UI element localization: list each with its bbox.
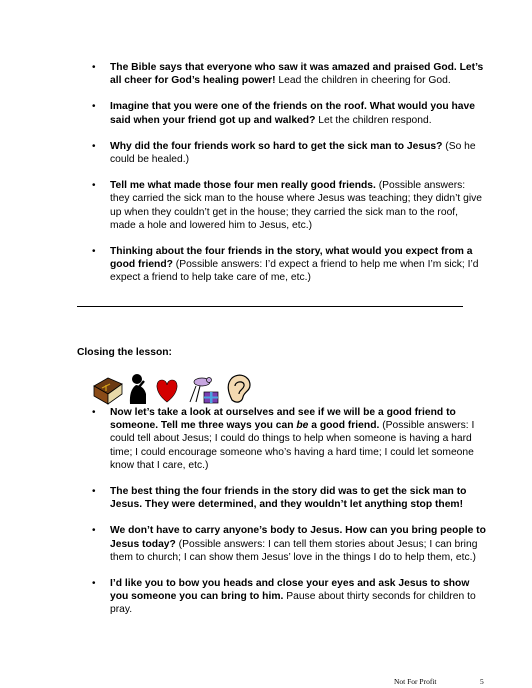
page-number: 5 — [480, 677, 484, 686]
list-item — [82, 100, 486, 126]
bullet: • — [92, 180, 96, 192]
question-text: We don’t have to carry anyone’s body to Jesus. How can you bring people to Jesus today? — [110, 525, 486, 550]
footer-text: Not For Profit — [394, 677, 437, 686]
list-item — [82, 406, 486, 472]
instruction-text: (Possible answers: they carried the sick man to the house where Jesus was teaching; they didn’t give up when they couldn’t get in the house; they carried the sick man to the roof, made a hole and lowered him to Jesus, etc.) — [110, 180, 483, 231]
question-text: The best thing the four friends in the story did was to get the sick man to Jesus. They were determined, and they wouldn’t let anything stop them! — [110, 486, 467, 511]
question-text: I’d like you to bow you heads and close your eyes and ask Jesus to show you someone you can bring to him. — [110, 578, 470, 603]
instruction-text: (Possible answers: I can tell them stories about Jesus; I can bring them to church; I can show them Jesus’ love in the things I do to help them, etc.) — [110, 538, 478, 563]
question-text: a good friend. — [308, 420, 380, 432]
bullet: • — [92, 578, 96, 590]
question-text: Thinking about the four friends in the story, what would you expect from a good friend? — [110, 246, 473, 271]
list-item — [82, 140, 486, 166]
list-item — [82, 577, 486, 617]
question-text: The Bible says that everyone who saw it was amazed and praised God. Let’s all cheer for God’s healing power! — [110, 62, 484, 87]
praying-child-icon — [130, 374, 146, 404]
section-divider — [77, 306, 463, 307]
bullet: • — [92, 407, 96, 418]
instruction-text: (Possible answers: I’d expect a friend to help me when I’m sick; I’d expect a friend to help take care of me, etc.) — [110, 259, 479, 284]
bird-gift-icon — [190, 378, 218, 404]
closing-heading: Closing the lesson: — [77, 347, 172, 358]
question-text: Imagine that you were one of the friends on the roof. What would you have said when your friend got up and walked? — [110, 101, 475, 126]
bible-icon — [94, 378, 122, 404]
question-text: Tell me what made those four men really good friends. — [110, 180, 376, 192]
bullet: • — [92, 140, 96, 152]
list-item — [82, 485, 486, 511]
closing-list — [82, 406, 486, 630]
list-item — [82, 524, 486, 564]
page-footer — [394, 677, 484, 686]
instruction-text: Lead the children in cheering for God. — [275, 75, 451, 87]
instruction-text: Let the children respond. — [315, 114, 432, 126]
ear-icon — [228, 375, 250, 402]
instruction-text: (Possible answers: I could tell about Jesus; I could do things to help when someone is having a hard time; I could encourage someone who’s having a hard time; I could let someone know that I care, etc.) — [110, 420, 475, 471]
discussion-list — [82, 61, 486, 298]
instruction-text: Pause about thirty seconds for children to pray. — [110, 591, 476, 616]
list-item — [82, 179, 486, 232]
question-text: Why did the four friends work so hard to get the sick man to Jesus? — [110, 140, 443, 152]
bullet: • — [92, 525, 96, 537]
list-item — [82, 245, 486, 285]
bullet: • — [92, 246, 96, 258]
bullet: • — [92, 101, 96, 113]
emphasis-text: be — [296, 420, 309, 432]
list-item — [82, 61, 486, 87]
instruction-text: (So he could be healed.) — [110, 140, 476, 166]
bullet: • — [92, 62, 96, 73]
bullet: • — [92, 486, 96, 498]
heart-icon — [157, 380, 177, 402]
question-text: Now let’s take a look at ourselves and see if we will be a good friend to someone. Tell me three ways you can — [110, 407, 456, 432]
clipart-row — [92, 372, 272, 406]
